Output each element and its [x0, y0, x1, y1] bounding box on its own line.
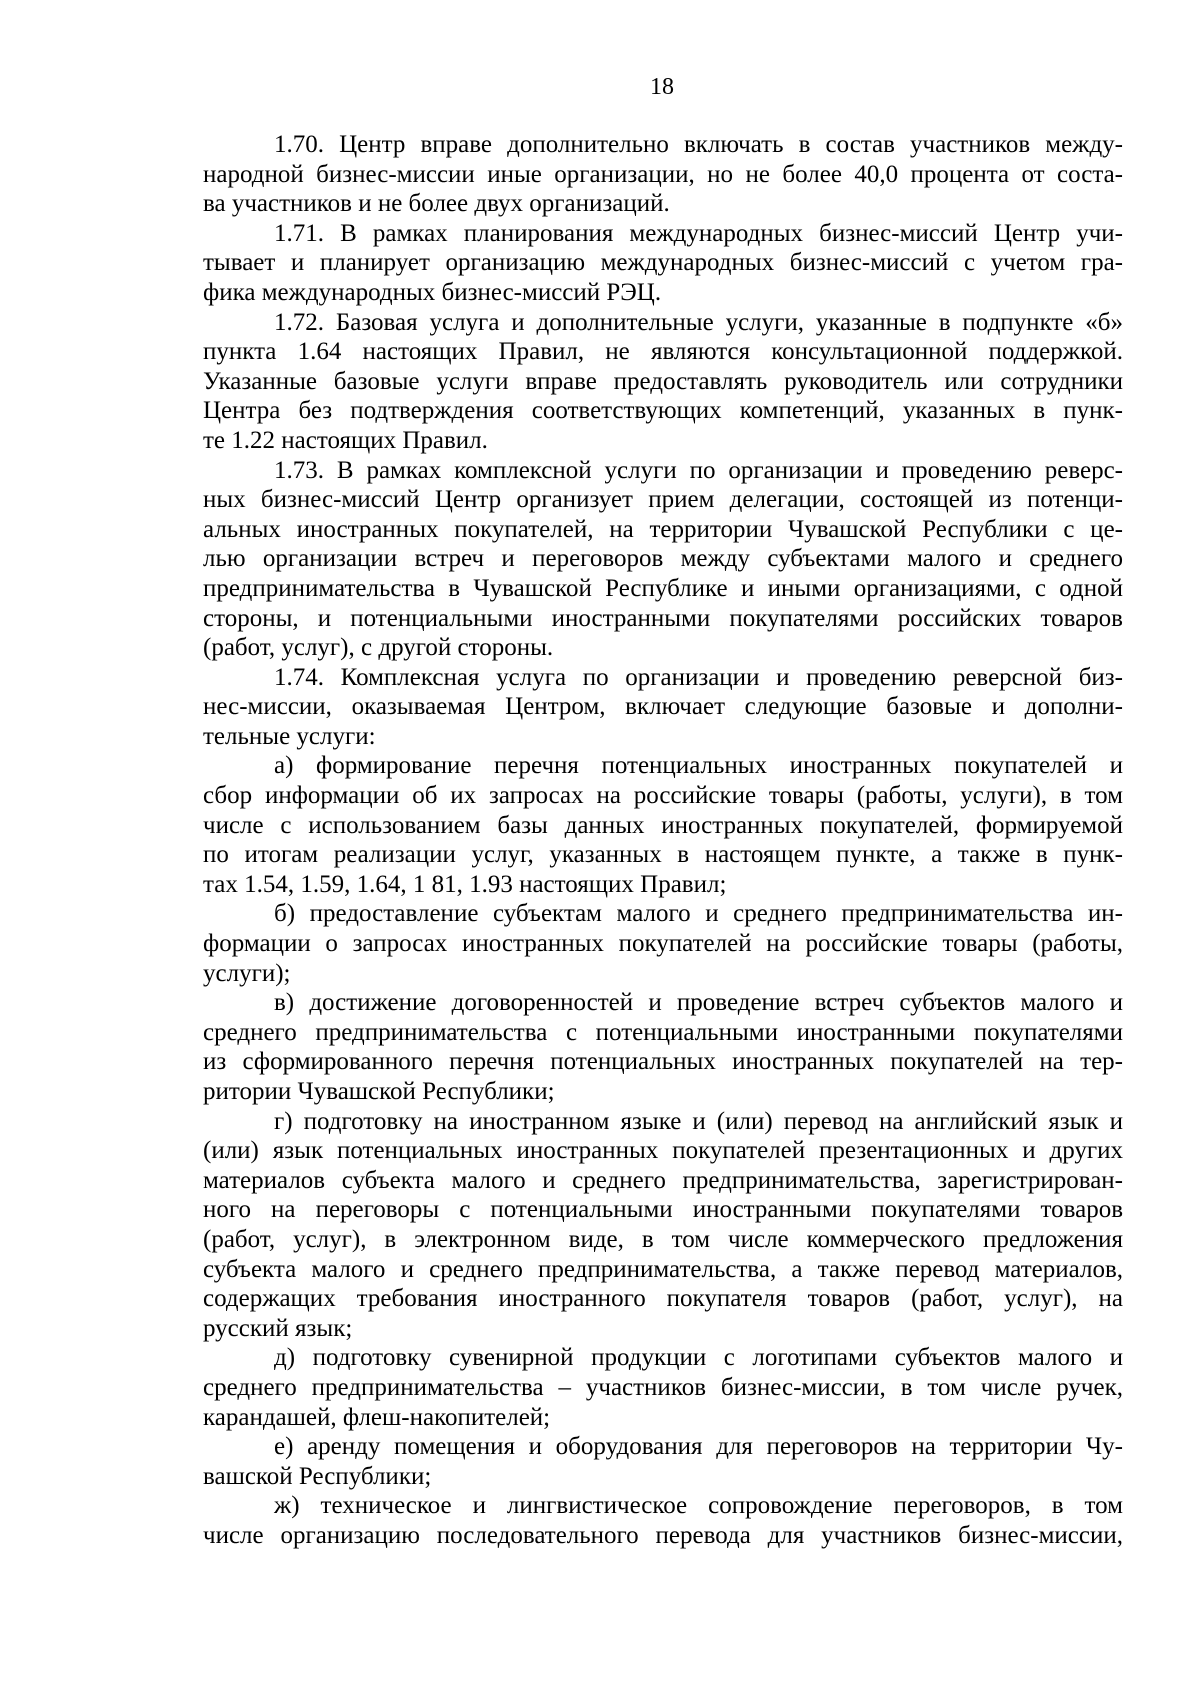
text-line: те 1.22 настоящих Правил.	[203, 426, 488, 454]
text-line: 1.73. В рамках комплексной услуги по организации и проведению реверс-	[274, 456, 1123, 484]
paragraph-a	[203, 751, 1123, 899]
paragraph-g	[203, 1107, 1123, 1344]
text-line: тельные услуги:	[203, 722, 376, 750]
text-line: народной бизнес-миссии иные организации, но не более 40,0 процента от соста-	[203, 160, 1123, 188]
text-line: из сформированного перечня потенциальных иностранных покупателей на тер-	[203, 1048, 1123, 1076]
text-line: вашской Республики;	[203, 1462, 432, 1490]
text-line: а) формирование перечня потенциальных иностранных покупателей и	[274, 752, 1123, 780]
text-line: формации о запросах иностранных покупателей на российские товары (работы,	[203, 930, 1123, 958]
text-line: 1.70. Центр вправе дополнительно включать в состав участников между-	[274, 131, 1123, 158]
text-line: д) подготовку сувенирной продукции с логотипами субъектов малого и	[274, 1344, 1123, 1372]
paragraph-1-72	[203, 308, 1123, 456]
text-line: субъекта малого и среднего предпринимательства, а также перевод материалов,	[203, 1255, 1123, 1283]
text-line: карандашей, флеш-накопителей;	[203, 1403, 551, 1431]
text-line: (работ, услуг), в электронном виде, в том числе коммерческого предложения	[203, 1225, 1123, 1253]
paragraph-v	[203, 988, 1123, 1106]
text-line: альных иностранных покупателей, на территории Чувашской Республики с це-	[203, 515, 1123, 543]
text-line: ритории Чувашской Республики;	[203, 1078, 555, 1105]
text-line: 1.71. В рамках планирования международных бизнес-миссий Центр учи-	[274, 219, 1123, 247]
text-line: Центра без подтверждения соответствующих компетенций, указанных в пунк-	[203, 397, 1123, 425]
text-line: тах 1.54, 1.59, 1.64, 1 81, 1.93 настоящих Правил;	[203, 870, 727, 898]
text-line: ного на переговоры с потенциальными иностранными покупателями товаров	[203, 1196, 1123, 1224]
text-line: материалов субъекта малого и среднего предпринимательства, зарегистрирован-	[203, 1166, 1123, 1194]
paragraph-1-73	[203, 456, 1123, 663]
text-line: ва участников и не более двух организаций.	[203, 190, 670, 218]
text-line: содержащих требования иностранного покупателя товаров (работ, услуг), на	[203, 1285, 1123, 1313]
text-line: услуги);	[203, 959, 291, 987]
text-line: лью организации встреч и переговоров между субъектами малого и среднего	[203, 545, 1123, 573]
text-line: среднего предпринимательства – участников бизнес-миссии, в том числе ручек,	[203, 1373, 1123, 1401]
text-line: русский язык;	[203, 1314, 353, 1342]
text-line: ных бизнес-миссий Центр организует прием делегации, состоящей из потенци-	[203, 486, 1123, 514]
text-line: пункта 1.64 настоящих Правил, не являются консультационной поддержкой.	[203, 338, 1123, 366]
text-line: сбор информации об их запросах на российские товары (работы, услуги), в том	[203, 782, 1123, 810]
text-line: (работ, услуг), с другой стороны.	[203, 634, 554, 662]
paragraph-e	[203, 1432, 1123, 1491]
text-line: числе организацию последовательного перевода для участников бизнес-миссии,	[203, 1521, 1123, 1549]
text-line: предпринимательства в Чувашской Республике и иными организациями, с одной	[203, 574, 1123, 602]
document-body	[203, 130, 1123, 1551]
text-line: е) аренду помещения и оборудования для переговоров на территории Чу-	[274, 1433, 1123, 1461]
text-line: г) подготовку на иностранном языке и (или) перевод на английский язык и	[274, 1107, 1123, 1135]
page-number: 18	[650, 74, 674, 100]
text-line: б) предоставление субъектам малого и среднего предпринимательства ин-	[274, 900, 1123, 928]
text-line: 1.74. Комплексная услуга по организации и проведению реверсной биз-	[274, 663, 1123, 691]
text-line: в) достижение договоренностей и проведение встреч субъектов малого и	[274, 989, 1123, 1017]
text-line: числе с использованием базы данных иностранных покупателей, формируемой	[203, 811, 1123, 839]
text-line: 1.72. Базовая услуга и дополнительные услуги, указанные в подпункте «б»	[274, 308, 1123, 336]
paragraph-1-74	[203, 663, 1123, 752]
text-line: по итогам реализации услуг, указанных в настоящем пункте, а также в пунк-	[203, 841, 1123, 869]
text-line: (или) язык потенциальных иностранных покупателей презентационных и других	[203, 1137, 1123, 1165]
text-line: ж) техническое и лингвистическое сопровождение переговоров, в том	[274, 1492, 1123, 1520]
paragraph-1-70	[203, 130, 1123, 219]
text-line: стороны, и потенциальными иностранными покупателями российских товаров	[203, 604, 1123, 632]
paragraph-zh	[203, 1491, 1123, 1550]
paragraph-1-71	[203, 219, 1123, 308]
text-line: фика международных бизнес-миссий РЭЦ.	[203, 278, 662, 306]
text-line: тывает и планирует организацию международных бизнес-миссий с учетом гра-	[203, 249, 1123, 277]
paragraph-d	[203, 1343, 1123, 1432]
text-line: Указанные базовые услуги вправе предоставлять руководитель или сотрудники	[203, 367, 1123, 395]
text-line: среднего предпринимательства с потенциальными иностранными покупателями	[203, 1018, 1123, 1046]
paragraph-b	[203, 899, 1123, 988]
text-line: нес-миссии, оказываемая Центром, включает следующие базовые и дополни-	[203, 693, 1123, 721]
